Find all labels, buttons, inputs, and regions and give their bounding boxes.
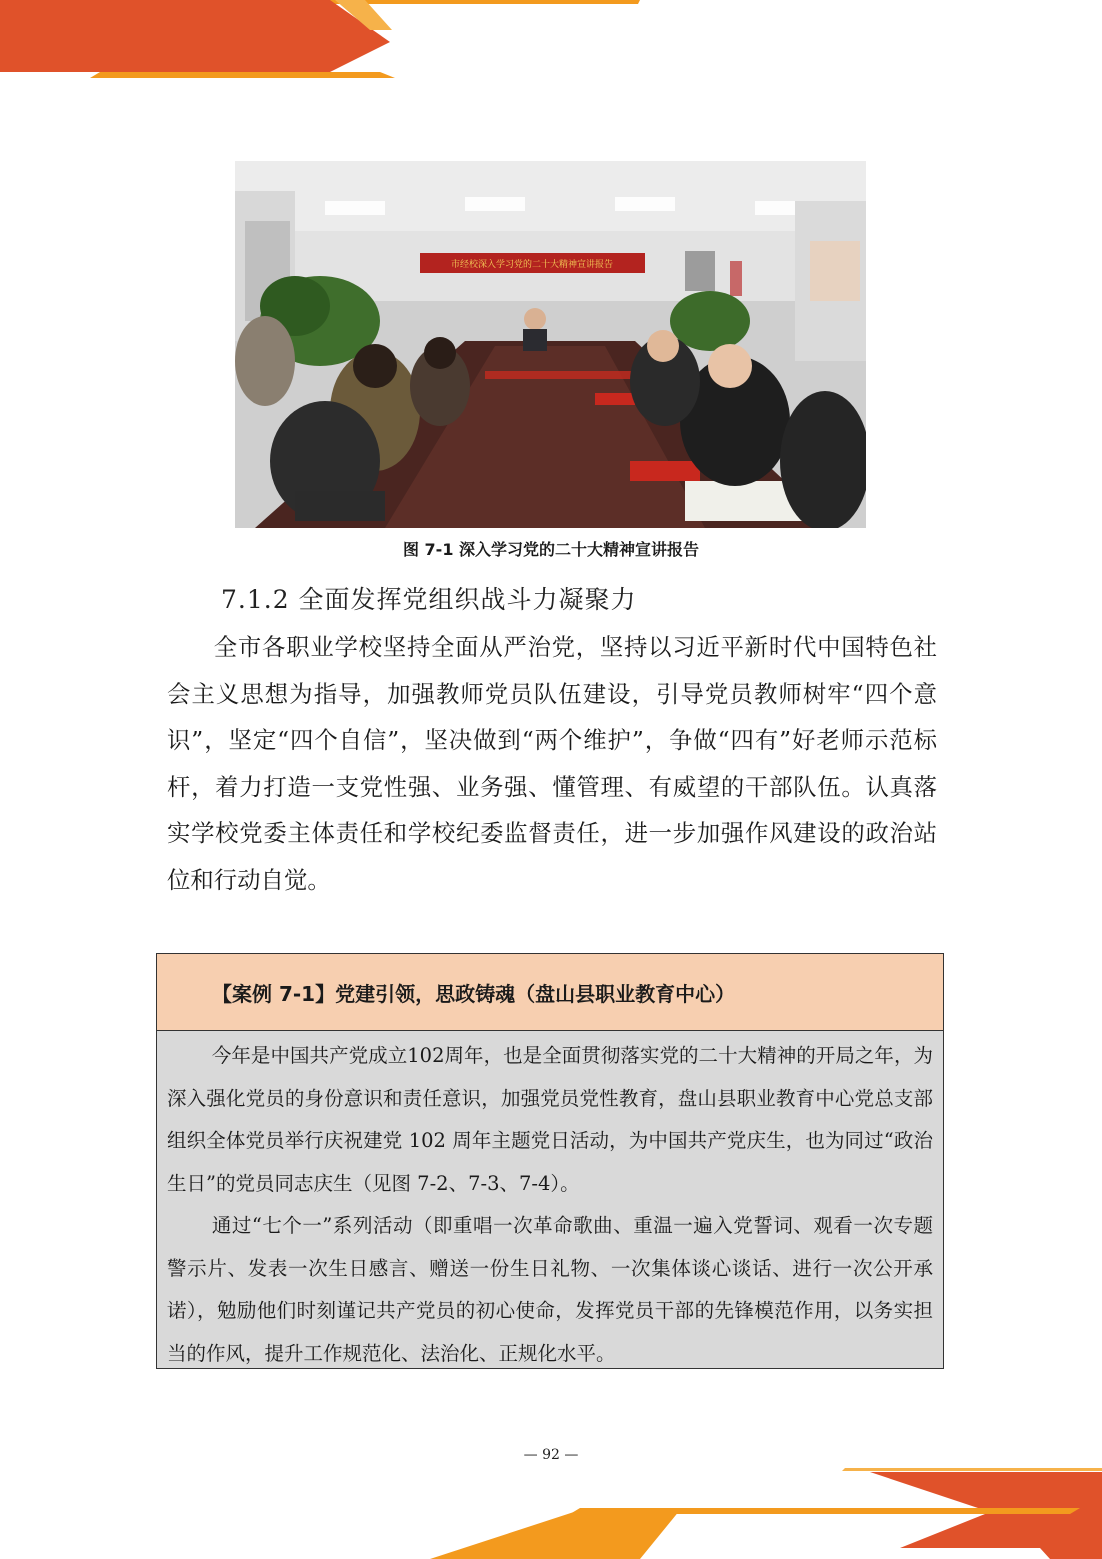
header-decoration [0,0,640,82]
photo-banner-text: 市经校深入学习党的二十大精神宣讲报告 [450,260,614,270]
case-paragraph: 今年是中国共产党成立102周年，也是全面贯彻落实党的二十大精神的开局之年，为深入强化党员的身份意识和责任意识，加强党员党性教育，盘山县职业教育中心党总支部组织全体党员举行庆祝建党 102 周年主题党日活动，为中国共产党庆生，也为同过“政治生日”的党员同志庆生（见图 7-2、7-3、7-4）。 [167,1044,933,1195]
figure-caption: 图 7-1 深入学习党的二十大精神宣讲报告 [402,540,700,559]
footer-decoration [430,1468,1102,1559]
case-study-title: 【案例 7-1】党建引领，思政铸魂（盘山县职业教育中心） [157,954,943,1031]
meeting-photo [235,161,866,528]
case-study-box [156,953,944,1369]
meeting-room-illustration [235,161,866,528]
case-paragraph: 通过“七个一”系列活动（即重唱一次革命歌曲、重温一遍入党誓词、观看一次专题警示片、发表一次生日感言、赠送一份生日礼物、一次集体谈心谈话、进行一次公开承诺），勉励他们时刻谨记共产党员的初心使命，发挥党员干部的先锋模范作用，以务实担当的作风，提升工作规范化、法治化、正规化水平。 [167,1214,933,1365]
section-heading: 7.1.2 全面发挥党组织战斗力凝聚力 [221,585,637,614]
page-number: — 92 — [523,1447,579,1463]
case-study-body [157,1031,943,1375]
body-paragraph: 全市各职业学校坚持全面从严治党，坚持以习近平新时代中国特色社会主义思想为指导，加强教师党员队伍建设，引导党员教师树牢“四个意识”，坚定“四个自信”，坚决做到“两个维护”，争做“四有”好老师示范标杆，着力打造一支党性强、业务强、懂管理、有威望的干部队伍。认真落实学校党委主体责任和学校纪委监督责任，进一步加强作风建设的政治站位和行动自觉。 [167,633,937,894]
